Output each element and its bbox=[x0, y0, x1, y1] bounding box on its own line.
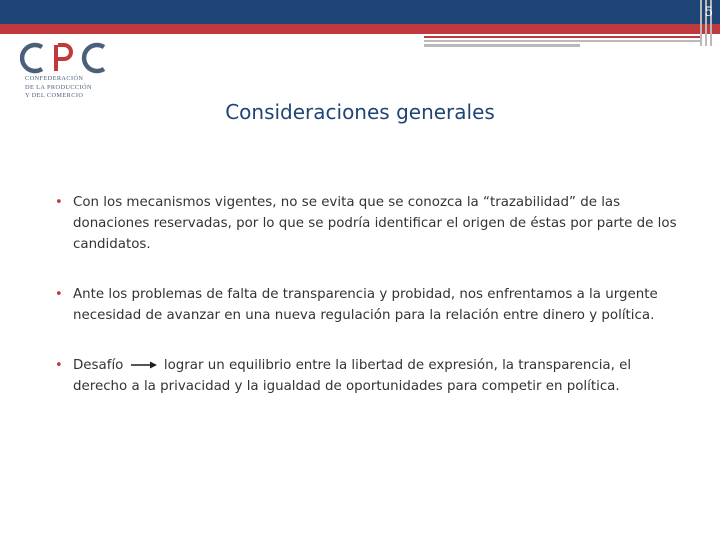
bullet-dot: • bbox=[55, 287, 63, 302]
slide-title: Consideraciones generales bbox=[225, 100, 495, 124]
cpc-logo-text bbox=[25, 75, 125, 101]
bullet-dot: • bbox=[55, 195, 63, 210]
bullet-text: Ante los problemas de falta de transparencia y probidad, nos enfrentamos a la urgente necesidad de avanzar en una nueva regulación para la relación entre dinero y política. bbox=[73, 287, 658, 323]
header-bar bbox=[0, 0, 720, 24]
logo-line: CONFEDERACIÓN bbox=[25, 75, 84, 82]
header-accent-band bbox=[0, 24, 720, 34]
bullet-text: Con los mecanismos vigentes, no se evita que se conozca la “trazabilidad” de las donaciones reservadas, por lo que se podría identificar el origen de éstas por parte de los candidatos. bbox=[73, 195, 677, 252]
page-number: 5 bbox=[704, 5, 713, 20]
decor-vertical-line bbox=[700, 0, 702, 46]
accent-line bbox=[424, 36, 700, 38]
challenge-text: lograr un equilibrio entre la libertad de expresión, la transparencia, el derecho a la privacidad y la igualdad de oportunidades para competir en política. bbox=[73, 358, 632, 394]
logo-line: Y DEL COMERCIO bbox=[25, 92, 84, 100]
challenge-label: Desafío bbox=[73, 358, 124, 373]
logo-line: DE LA PRODUCCIÓN bbox=[25, 83, 92, 91]
bullet-list bbox=[55, 192, 685, 426]
divider-line bbox=[424, 40, 700, 42]
cpc-logo-mark bbox=[20, 40, 110, 76]
arrow-right-icon bbox=[130, 360, 158, 370]
bullet-dot: • bbox=[55, 358, 63, 373]
bullet-item bbox=[55, 284, 685, 326]
divider-line-short bbox=[424, 44, 580, 47]
bullet-item bbox=[55, 192, 685, 255]
cpc-logo bbox=[20, 40, 120, 102]
bullet-item-challenge bbox=[55, 355, 685, 397]
